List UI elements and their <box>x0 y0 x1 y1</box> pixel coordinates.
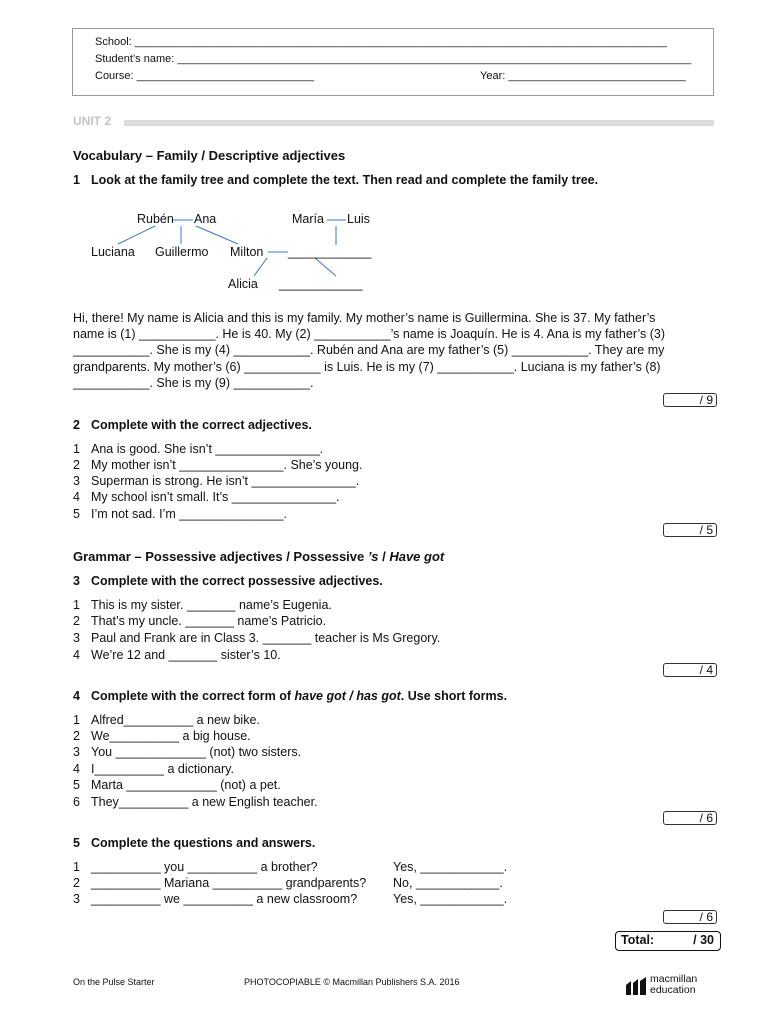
list-item-number: 3 <box>73 474 80 488</box>
list-item-number: 2 <box>73 876 80 890</box>
list-item-number: 2 <box>73 729 80 743</box>
list-item[interactable]: Marta _____________ (not) a pet. <box>91 778 281 792</box>
ex5-instruction: Complete the questions and answers. <box>91 836 316 850</box>
list-item-number: 1 <box>73 713 80 727</box>
logo-text-macmillan: macmillan <box>650 973 698 985</box>
ex1-score-box: / 9 <box>663 393 717 407</box>
list-item-number: 1 <box>73 598 80 612</box>
answer-text[interactable]: Yes, ____________. <box>393 892 508 906</box>
list-item-number: 1 <box>73 860 80 874</box>
course-field[interactable]: Course: _____________________________ <box>95 70 314 82</box>
list-item[interactable]: We’re 12 and _______ sister’s 10. <box>91 648 281 662</box>
tree-guillermo: Guillermo <box>155 245 209 259</box>
ex3-instruction: Complete with the correct possessive adjectives. <box>91 574 383 588</box>
ex1-paragraph: Hi, there! My name is Alicia and this is my family. My mother’s name is Guillermina. She is 37. My father’s name is (1) ___________. He is 40. My (2) ___________’s name is Joaquín. He is 4. Ana is my father’s (3) ___________. She is my (4) ___________. Rubén and Ana are my father’s (5) ___________. They are my grandparents. My mother’s (6) ___________ is Luis. He is my (7) ___________. Luciana is my father’s (8) ___________. She is my (9) ___________. <box>73 311 665 390</box>
list-item[interactable]: You _____________ (not) two sisters. <box>91 745 302 759</box>
list-item-number: 5 <box>73 778 80 792</box>
ex5-number: 5 <box>73 836 80 850</box>
ex4-number: 4 <box>73 689 80 703</box>
list-item[interactable]: I’m not sad. I’m _______________. <box>91 507 287 521</box>
tree-blank-brother[interactable]: ____________ <box>279 277 363 291</box>
list-item[interactable]: Ana is good. She isn’t _______________. <box>91 442 324 456</box>
list-item[interactable]: Paul and Frank are in Class 3. _______ teacher is Ms Gregory. <box>91 631 441 645</box>
ex5-score-box: / 6 <box>663 910 717 924</box>
ex3-score-box: / 4 <box>663 663 717 677</box>
grammar-heading: Grammar – Possessive adjectives / Possessive ’s / Have got <box>73 549 445 564</box>
question-text[interactable]: __________ we __________ a new classroom? <box>91 892 358 906</box>
ex3-number: 3 <box>73 574 80 588</box>
tree-luis: Luis <box>347 212 370 226</box>
list-item-number: 3 <box>73 745 80 759</box>
logo-text-education: education <box>650 984 696 996</box>
footer-book-title: On the Pulse Starter <box>73 977 155 987</box>
tree-ruben: Rubén <box>137 212 174 226</box>
student-name-field[interactable]: Student’s name: ____________________________________________________________________________________ <box>95 53 692 65</box>
unit-label: UNIT 2 <box>73 114 112 128</box>
list-item-number: 3 <box>73 631 80 645</box>
list-item-number: 4 <box>73 648 80 662</box>
total-score-box <box>615 931 721 951</box>
tree-alicia: Alicia <box>228 277 258 291</box>
list-item-number: 6 <box>73 795 80 809</box>
ex1-instruction: Look at the family tree and complete the text. Then read and complete the family tree. <box>91 173 599 187</box>
list-item[interactable]: My mother isn’t _______________. She’s young. <box>91 458 363 472</box>
question-text[interactable]: __________ Mariana __________ grandparents? <box>91 876 367 890</box>
list-item-number: 4 <box>73 490 80 504</box>
list-item-number: 2 <box>73 458 80 472</box>
vocabulary-heading: Vocabulary – Family / Descriptive adjectives <box>73 148 346 163</box>
answer-text[interactable]: No, ____________. <box>393 876 503 890</box>
footer-copyright: PHOTOCOPIABLE © Macmillan Publishers S.A. 2016 <box>244 977 460 987</box>
ex2-score-box: / 5 <box>663 523 717 537</box>
list-item[interactable]: My school isn’t small. It’s _______________. <box>91 490 340 504</box>
tree-milton: Milton <box>230 245 264 259</box>
school-field[interactable]: School: _______________________________________________________________________________________ <box>95 36 667 48</box>
list-item-number: 2 <box>73 614 80 628</box>
tree-blank-mother[interactable]: ____________ <box>288 245 372 259</box>
list-item[interactable]: Superman is strong. He isn’t _______________. <box>91 474 360 488</box>
list-item[interactable]: This is my sister. _______ name’s Eugenia. <box>91 598 332 612</box>
list-item-number: 5 <box>73 507 80 521</box>
ex4-instruction: Complete with the correct form of have got / has got. Use short forms. <box>91 689 508 703</box>
list-item-number: 1 <box>73 442 80 456</box>
ex2-number: 2 <box>73 418 80 432</box>
list-item[interactable]: I__________ a dictionary. <box>91 762 234 776</box>
ex2-instruction: Complete with the correct adjectives. <box>91 418 312 432</box>
question-text[interactable]: __________ you __________ a brother? <box>91 860 318 874</box>
ex4-score-box: / 6 <box>663 811 717 825</box>
ex1-number: 1 <box>73 173 80 187</box>
total-score: / 30 <box>693 933 714 947</box>
year-field[interactable]: Year: _____________________________ <box>480 70 686 82</box>
macmillan-logo-icon <box>625 976 647 996</box>
tree-luciana: Luciana <box>91 245 135 259</box>
list-item[interactable]: That’s my uncle. _______ name’s Patricio. <box>91 614 327 628</box>
list-item[interactable]: Alfred__________ a new bike. <box>91 713 260 727</box>
total-label: Total: <box>621 933 655 947</box>
tree-maria: María <box>292 212 324 226</box>
tree-ana: Ana <box>194 212 217 226</box>
list-item[interactable]: We__________ a big house. <box>91 729 251 743</box>
list-item[interactable]: They__________ a new English teacher. <box>91 795 318 809</box>
list-item-number: 4 <box>73 762 80 776</box>
answer-text[interactable]: Yes, ____________. <box>393 860 508 874</box>
list-item-number: 3 <box>73 892 80 906</box>
